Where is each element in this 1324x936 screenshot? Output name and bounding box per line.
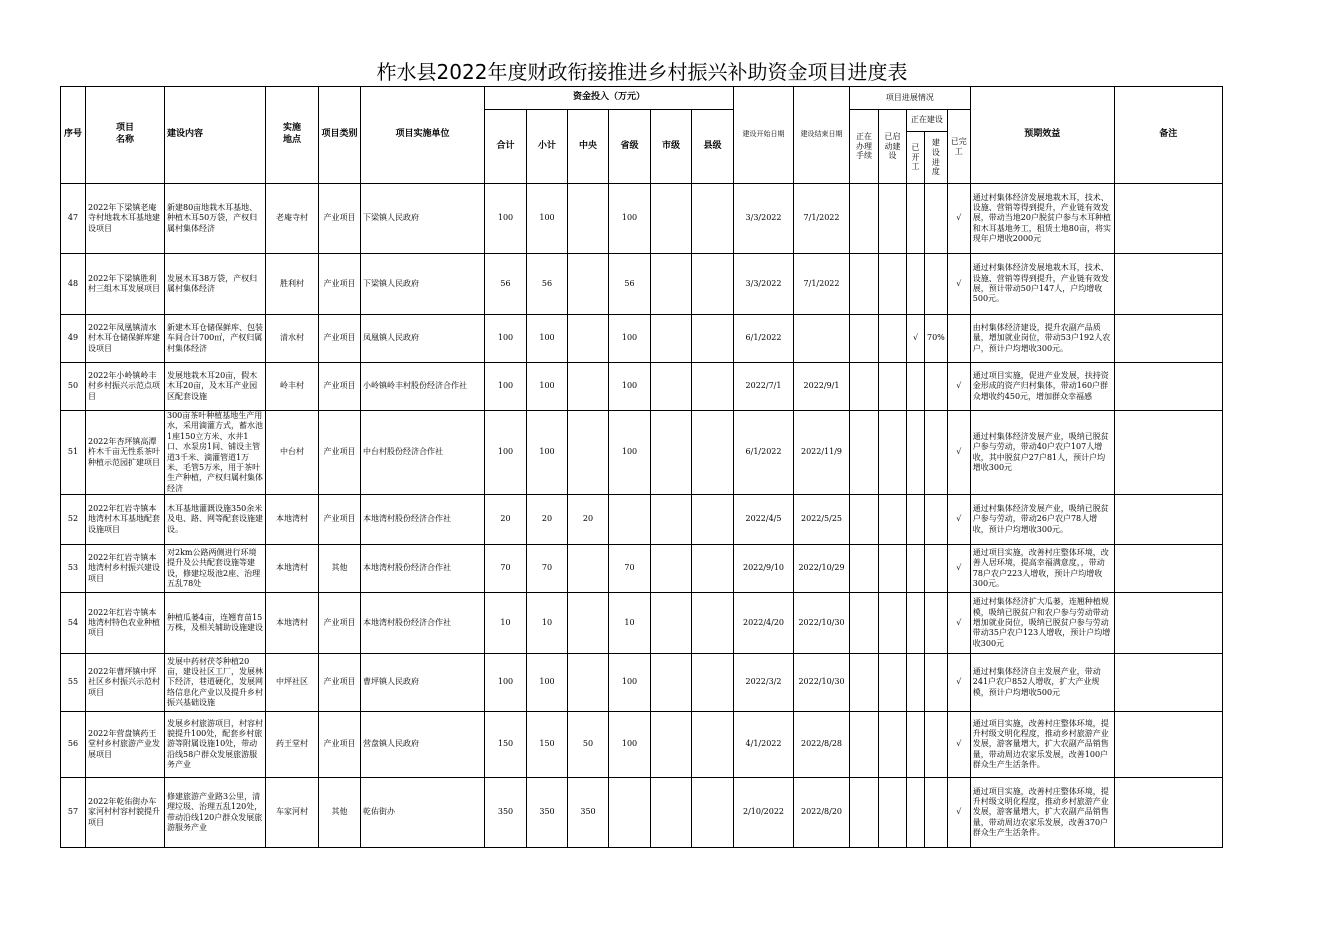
cell-done: √ (947, 654, 970, 712)
cell-end: 2022/10/30 (794, 654, 850, 712)
cell-place: 中台村 (266, 411, 319, 495)
cell-category: 产业项目 (319, 654, 361, 712)
header-city: 市级 (651, 110, 692, 184)
cell-started (879, 315, 907, 363)
header-subtotal: 小计 (527, 110, 568, 184)
cell-central (568, 545, 609, 593)
table-row (61, 545, 1223, 593)
header-category: 项目类别 (319, 87, 361, 184)
cell-name: 2022年红岩寺镇本地湾村木耳基地配套设施项目 (86, 495, 165, 545)
cell-done: √ (947, 593, 970, 654)
header-name: 项目 名称 (86, 87, 165, 184)
header-unit: 项目实施单位 (361, 87, 485, 184)
cell-remark (1114, 545, 1222, 593)
cell-schedule (925, 254, 948, 315)
cell-done: √ (947, 545, 970, 593)
cell-place: 中坪社区 (266, 654, 319, 712)
cell-name: 2022年曹坪镇中坪社区乡村振兴示范村项目 (86, 654, 165, 712)
table-body (61, 184, 1223, 848)
cell-start: 3/3/2022 (734, 184, 794, 254)
cell-place: 药王堂村 (266, 712, 319, 778)
cell-name: 2022年下梁镇老庵寺村地栽木耳基地建设项目 (86, 184, 165, 254)
cell-seq: 48 (61, 254, 86, 315)
cell-benefit: 通过村集体经济发展地栽木耳，技术、设施、营销等得到提升，产业链有效发展，预计带动50户147人，户均增收500元。 (970, 254, 1114, 315)
table-row (61, 593, 1223, 654)
cell-name: 2022年杏坪镇高潭杵木千亩无性系茶叶种植示范园扩建项目 (86, 411, 165, 495)
cell-benefit: 通过村集体经济发展地栽木耳，技术、设施、营销等得到提升，产业链有效发展，带动当地20户脱贫户参与木耳种植和木耳基地务工，租赁土地80亩，将实现年户增收2000元 (970, 184, 1114, 254)
cell-place: 本地湾村 (266, 545, 319, 593)
cell-seq: 55 (61, 654, 86, 712)
cell-subtotal: 10 (527, 593, 568, 654)
cell-county (692, 363, 734, 411)
table-row (61, 495, 1223, 545)
cell-place: 老庵寺村 (266, 184, 319, 254)
cell-seq: 53 (61, 545, 86, 593)
cell-end: 2022/8/20 (794, 778, 850, 848)
progress-table (60, 86, 1223, 848)
cell-name: 2022年小岭镇岭丰村乡村振兴示范点项目 (86, 363, 165, 411)
cell-city (651, 363, 692, 411)
cell-schedule (925, 411, 948, 495)
cell-end: 7/1/2022 (794, 254, 850, 315)
table-row (61, 184, 1223, 254)
cell-subtotal: 100 (527, 315, 568, 363)
header-start: 建设开始日期 (734, 87, 794, 184)
cell-remark (1114, 712, 1222, 778)
cell-opened (907, 184, 925, 254)
header-started: 已启 动建 设 (879, 110, 907, 184)
cell-remark (1114, 778, 1222, 848)
cell-name: 2022年红岩寺镇本地湾村乡村振兴建设项目 (86, 545, 165, 593)
cell-county (692, 593, 734, 654)
header-end: 建设结束日期 (794, 87, 850, 184)
cell-seq: 49 (61, 315, 86, 363)
table-row (61, 778, 1223, 848)
cell-opened (907, 411, 925, 495)
cell-category: 产业项目 (319, 593, 361, 654)
cell-schedule (925, 184, 948, 254)
cell-opened (907, 495, 925, 545)
cell-seq: 54 (61, 593, 86, 654)
cell-handling (850, 654, 879, 712)
cell-start: 3/3/2022 (734, 254, 794, 315)
cell-city (651, 593, 692, 654)
cell-name: 2022年乾佑街办车家河村村容村貌提升项目 (86, 778, 165, 848)
cell-city (651, 712, 692, 778)
cell-total: 56 (485, 254, 527, 315)
cell-central (568, 184, 609, 254)
cell-county (692, 545, 734, 593)
cell-province: 100 (609, 712, 651, 778)
cell-remark (1114, 363, 1222, 411)
cell-content: 新建木耳仓储保鲜库、包装车间合计700㎡，产权归属村集体经济 (165, 315, 266, 363)
cell-done: √ (947, 254, 970, 315)
cell-name: 2022年凤凰镇清水村木耳仓储保鲜库建设项目 (86, 315, 165, 363)
cell-started (879, 545, 907, 593)
cell-category: 产业项目 (319, 184, 361, 254)
cell-total: 70 (485, 545, 527, 593)
cell-subtotal: 350 (527, 778, 568, 848)
cell-province: 100 (609, 654, 651, 712)
cell-city (651, 254, 692, 315)
cell-done (947, 315, 970, 363)
cell-end: 2022/11/9 (794, 411, 850, 495)
cell-content: 种植瓜蒌4亩，连翘育苗15万株，及相关辅助设施建设 (165, 593, 266, 654)
header-benefit: 预期效益 (970, 87, 1114, 184)
table-row (61, 712, 1223, 778)
cell-remark (1114, 184, 1222, 254)
header-funds: 资金投入（万元） (485, 87, 734, 110)
cell-benefit: 通过项目实施，改善村庄整体环境，提升村级文明化程度，推动乡村旅游产业发展，游客量增大，扩大农副产品销售量，带动周边农家乐发展，改善370户群众生产生活条件。 (970, 778, 1114, 848)
cell-benefit: 通过项目实施，促进产业发展，扶持资金形成的资产归村集体，带动160户群众增收约450元，增加群众幸福感 (970, 363, 1114, 411)
cell-opened (907, 778, 925, 848)
cell-total: 150 (485, 712, 527, 778)
cell-province (609, 495, 651, 545)
cell-total: 100 (485, 363, 527, 411)
cell-start: 6/1/2022 (734, 315, 794, 363)
cell-done: √ (947, 778, 970, 848)
header-total: 合计 (485, 110, 527, 184)
cell-central (568, 411, 609, 495)
cell-handling (850, 315, 879, 363)
cell-end: 2022/5/25 (794, 495, 850, 545)
cell-done: √ (947, 411, 970, 495)
cell-schedule (925, 593, 948, 654)
cell-total: 10 (485, 593, 527, 654)
cell-content: 新建80亩地栽木耳基地、种植木耳50万袋，产权归属村集体经济 (165, 184, 266, 254)
cell-handling (850, 411, 879, 495)
cell-province: 56 (609, 254, 651, 315)
cell-benefit: 由村集体经济建设，提升农副产品质量，增加就业岗位，带动53户192人农户，预计户均增收300元。 (970, 315, 1114, 363)
header-done: 已完 工 (947, 110, 970, 184)
cell-province: 10 (609, 593, 651, 654)
cell-category: 产业项目 (319, 712, 361, 778)
cell-central (568, 593, 609, 654)
cell-schedule: 70% (925, 315, 948, 363)
cell-category: 产业项目 (319, 363, 361, 411)
table-row (61, 254, 1223, 315)
table-row (61, 363, 1223, 411)
cell-place: 清水村 (266, 315, 319, 363)
cell-subtotal: 150 (527, 712, 568, 778)
cell-start: 2022/3/2 (734, 654, 794, 712)
cell-unit: 下梁镇人民政府 (361, 184, 485, 254)
cell-remark (1114, 411, 1222, 495)
cell-total: 100 (485, 411, 527, 495)
cell-content: 300亩茶叶种植基地生产用水，采用滴灌方式，蓄水池1座150立方米、水井1口、水泵房1间、铺设主管道3千米、滴灌管道1万米、毛管5万米，用于茶叶生产种植，产权归属村集体经济 (165, 411, 266, 495)
cell-opened (907, 593, 925, 654)
cell-opened: √ (907, 315, 925, 363)
cell-unit: 下梁镇人民政府 (361, 254, 485, 315)
cell-county (692, 778, 734, 848)
cell-handling (850, 593, 879, 654)
cell-started (879, 778, 907, 848)
cell-county (692, 654, 734, 712)
cell-started (879, 254, 907, 315)
cell-total: 100 (485, 315, 527, 363)
cell-city (651, 778, 692, 848)
cell-unit: 本地湾村股份经济合作社 (361, 593, 485, 654)
cell-handling (850, 254, 879, 315)
cell-handling (850, 778, 879, 848)
cell-place: 岭丰村 (266, 363, 319, 411)
cell-category: 产业项目 (319, 254, 361, 315)
cell-opened (907, 654, 925, 712)
header-place: 实施 地点 (266, 87, 319, 184)
cell-subtotal: 20 (527, 495, 568, 545)
cell-subtotal: 100 (527, 411, 568, 495)
cell-unit: 小岭镇岭丰村股份经济合作社 (361, 363, 485, 411)
cell-start: 2022/7/1 (734, 363, 794, 411)
cell-end: 2022/8/28 (794, 712, 850, 778)
page-title: 柞水县2022年度财政衔接推进乡村振兴补助资金项目进度表 (376, 60, 908, 84)
cell-category: 其他 (319, 545, 361, 593)
header-province: 省级 (609, 110, 651, 184)
cell-place: 胜利村 (266, 254, 319, 315)
cell-benefit: 通过村集体经济自主发展产业，带动241户农户852人增收，扩大产业规模，预计户均增收500元 (970, 654, 1114, 712)
cell-category: 产业项目 (319, 411, 361, 495)
header-seq: 序号 (61, 87, 86, 184)
cell-opened (907, 254, 925, 315)
cell-unit: 乾佑街办 (361, 778, 485, 848)
cell-started (879, 363, 907, 411)
cell-name: 2022年营盘镇药王堂村乡村旅游产业发展项目 (86, 712, 165, 778)
cell-benefit: 通过项目实施，改善村庄整体环境，提升村级文明化程度，推动乡村旅游产业发展，游客量增大，扩大农副产品销售量，带动周边农家乐发展，改善100户群众生产生活条件。 (970, 712, 1114, 778)
cell-start: 4/1/2022 (734, 712, 794, 778)
cell-start: 2/10/2022 (734, 778, 794, 848)
cell-started (879, 712, 907, 778)
cell-place: 车家河村 (266, 778, 319, 848)
cell-remark (1114, 654, 1222, 712)
cell-seq: 56 (61, 712, 86, 778)
cell-subtotal: 56 (527, 254, 568, 315)
cell-content: 发展乡村旅游项目，村容村貌提升100处，配套乡村旅游等附属设施10处，带动沿线58户群众发展旅游服务产业 (165, 712, 266, 778)
cell-subtotal: 70 (527, 545, 568, 593)
cell-county (692, 315, 734, 363)
header-remark: 备注 (1114, 87, 1222, 184)
cell-remark (1114, 315, 1222, 363)
cell-done: √ (947, 712, 970, 778)
cell-benefit: 通过村集体经济发展产业，吸纳已脱贫户参与劳动，带动26户农户78人增收，预计户均增收300元。 (970, 495, 1114, 545)
cell-handling (850, 184, 879, 254)
cell-started (879, 654, 907, 712)
cell-content: 木耳基地灌溉设施350余米及电、路、网等配套设施建设。 (165, 495, 266, 545)
cell-schedule (925, 654, 948, 712)
cell-province: 100 (609, 411, 651, 495)
cell-remark (1114, 495, 1222, 545)
cell-subtotal: 100 (527, 363, 568, 411)
cell-start: 2022/4/5 (734, 495, 794, 545)
cell-done: √ (947, 363, 970, 411)
cell-schedule (925, 712, 948, 778)
cell-total: 350 (485, 778, 527, 848)
cell-opened (907, 363, 925, 411)
cell-central (568, 363, 609, 411)
cell-central: 350 (568, 778, 609, 848)
cell-unit: 营盘镇人民政府 (361, 712, 485, 778)
cell-county (692, 411, 734, 495)
cell-category: 产业项目 (319, 495, 361, 545)
cell-handling (850, 495, 879, 545)
cell-province: 100 (609, 363, 651, 411)
cell-place: 本地湾村 (266, 495, 319, 545)
cell-city (651, 654, 692, 712)
cell-content: 发展中药材茯苓种植20亩，建设社区工厂，发展林下经济，巷道硬化，发展网络信息化产业以及提升乡村振兴基础设施 (165, 654, 266, 712)
cell-benefit: 通过项目实施，改善村庄整体环境，改善人居环境，提高幸福满意度，，带动78户农户223人增收，预计户均增收300元。 (970, 545, 1114, 593)
cell-content: 发展木耳38万袋，产权归属村集体经济 (165, 254, 266, 315)
cell-name: 2022年红岩寺镇本地湾村特色农业种植项目 (86, 593, 165, 654)
cell-opened (907, 545, 925, 593)
cell-province: 70 (609, 545, 651, 593)
cell-total: 100 (485, 654, 527, 712)
cell-unit: 中台村股份经济合作社 (361, 411, 485, 495)
cell-schedule (925, 545, 948, 593)
cell-county (692, 495, 734, 545)
header-building: 正在建设 (907, 110, 948, 132)
cell-province: 100 (609, 184, 651, 254)
cell-started (879, 593, 907, 654)
table-row (61, 315, 1223, 363)
cell-province (609, 778, 651, 848)
table-row (61, 411, 1223, 495)
cell-content: 对2km公路两侧进行环境提升及公共配套设施等建设，修建垃圾池2座、治理五乱78处 (165, 545, 266, 593)
cell-done: √ (947, 495, 970, 545)
cell-content: 发展地栽木耳20亩，假木木耳20亩，及木耳产业园区配套设施 (165, 363, 266, 411)
cell-subtotal: 100 (527, 654, 568, 712)
cell-province: 100 (609, 315, 651, 363)
cell-done: √ (947, 184, 970, 254)
cell-benefit: 通过村集体经济扩大瓜蒌，连翘种植规模，吸纳已脱贫户和农户参与劳动带动增加就业岗位，吸纳已脱贫户参与劳动带动35户农户123人增收，预计户均增收300元 (970, 593, 1114, 654)
cell-seq: 52 (61, 495, 86, 545)
cell-end: 2022/9/1 (794, 363, 850, 411)
cell-total: 20 (485, 495, 527, 545)
cell-handling (850, 363, 879, 411)
cell-central (568, 654, 609, 712)
cell-start: 6/1/2022 (734, 411, 794, 495)
cell-category: 其他 (319, 778, 361, 848)
cell-started (879, 184, 907, 254)
cell-schedule (925, 363, 948, 411)
cell-schedule (925, 495, 948, 545)
cell-county (692, 712, 734, 778)
cell-unit: 本地湾村股份经济合作社 (361, 545, 485, 593)
cell-unit: 曹坪镇人民政府 (361, 654, 485, 712)
cell-started (879, 411, 907, 495)
cell-end: 2022/10/30 (794, 593, 850, 654)
cell-city (651, 184, 692, 254)
cell-central: 20 (568, 495, 609, 545)
cell-schedule (925, 778, 948, 848)
cell-started (879, 495, 907, 545)
cell-seq: 50 (61, 363, 86, 411)
header-central: 中央 (568, 110, 609, 184)
cell-remark (1114, 593, 1222, 654)
cell-seq: 51 (61, 411, 86, 495)
cell-end: 7/1/2022 (794, 184, 850, 254)
cell-seq: 47 (61, 184, 86, 254)
cell-content: 修建旅游产业路3公里，清理垃圾、治理五乱120处，带动沿线120户群众发展旅游服务产业 (165, 778, 266, 848)
cell-handling (850, 545, 879, 593)
cell-central (568, 315, 609, 363)
cell-subtotal: 100 (527, 184, 568, 254)
cell-name: 2022年下梁镇胜利村三组木耳发展项目 (86, 254, 165, 315)
cell-end: 2022/10/29 (794, 545, 850, 593)
cell-category: 产业项目 (319, 315, 361, 363)
header-progress: 项目进展情况 (850, 87, 971, 110)
cell-county (692, 184, 734, 254)
cell-unit: 凤凰镇人民政府 (361, 315, 485, 363)
cell-total: 100 (485, 184, 527, 254)
cell-start: 2022/4/20 (734, 593, 794, 654)
cell-benefit: 通过村集体经济发展产业，吸纳已脱贫户参与劳动，带动40户农户107人增收，其中脱贫户27户81人，预计户均增收300元 (970, 411, 1114, 495)
cell-place: 本地湾村 (266, 593, 319, 654)
header-opened: 已 开 工 (907, 132, 925, 184)
cell-start: 2022/9/10 (734, 545, 794, 593)
header-content: 建设内容 (165, 87, 266, 184)
cell-opened (907, 712, 925, 778)
header-handling: 正在 办理 手续 (850, 110, 879, 184)
cell-central (568, 254, 609, 315)
cell-city (651, 495, 692, 545)
cell-city (651, 411, 692, 495)
cell-handling (850, 712, 879, 778)
cell-city (651, 315, 692, 363)
cell-seq: 57 (61, 778, 86, 848)
cell-county (692, 254, 734, 315)
cell-city (651, 545, 692, 593)
cell-unit: 本地湾村股份经济合作社 (361, 495, 485, 545)
cell-end (794, 315, 850, 363)
header-county: 县级 (692, 110, 734, 184)
table-row (61, 654, 1223, 712)
cell-central: 50 (568, 712, 609, 778)
cell-remark (1114, 254, 1222, 315)
header-schedule: 建 设 进 度 (925, 132, 948, 184)
